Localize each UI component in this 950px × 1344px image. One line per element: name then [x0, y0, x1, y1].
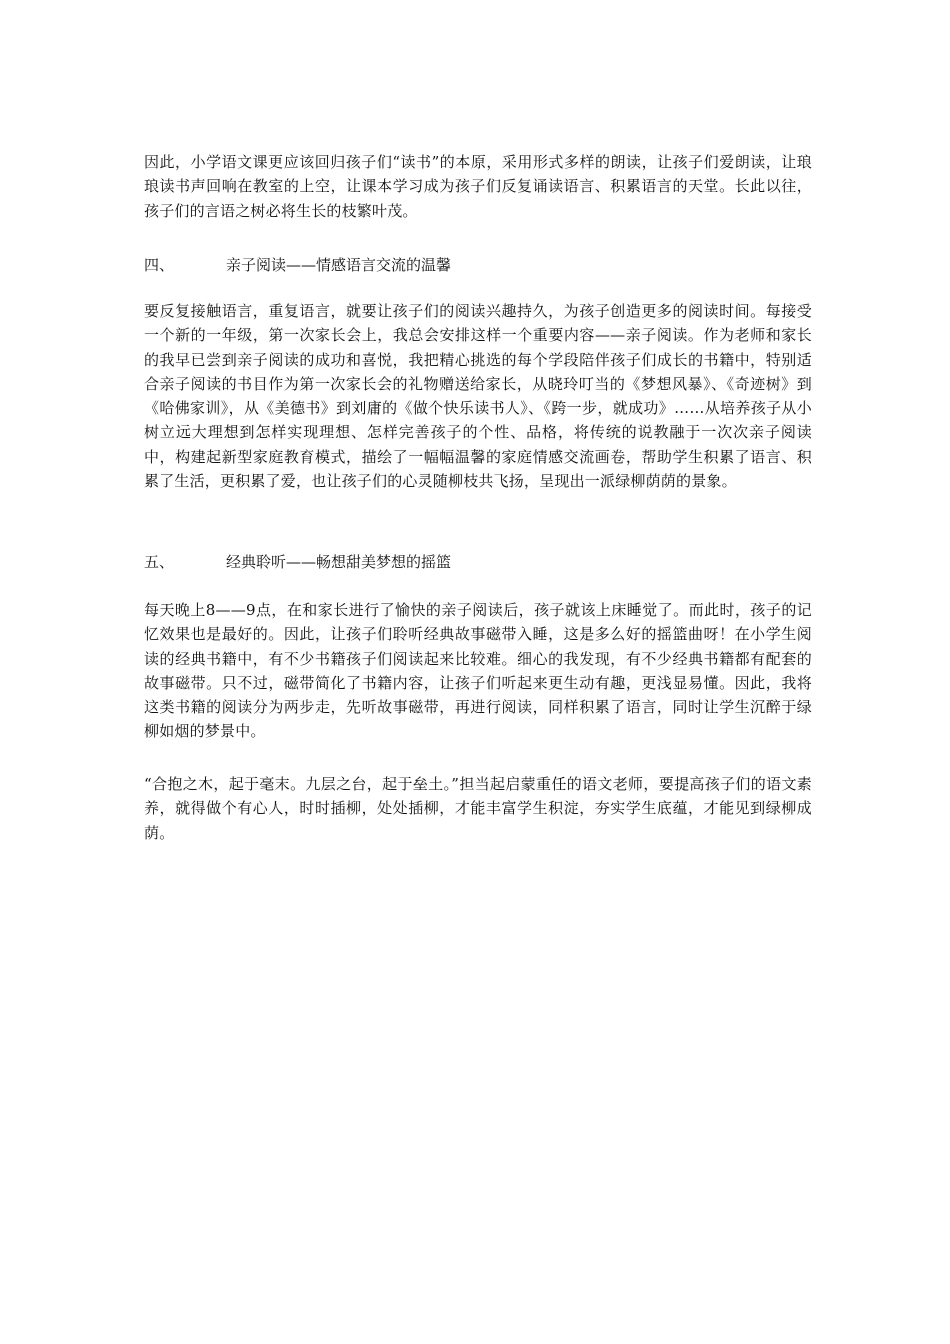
section-title-4: 亲子阅读——情感语言交流的温馨	[226, 256, 452, 274]
section-title-5: 经典聆听——畅想甜美梦想的摇篮	[226, 553, 452, 571]
paragraph-classic-listening: 每天晚上8——9点，在和家长进行了愉快的亲子阅读后，孩子就该上床睡觉了。而此时，孩子的记忆效果也是最好的。因此，让孩子们聆听经典故事磁带入睡，这是多么好的摇篮曲呀！在小学生阅读的经典书籍中，有不少书籍孩子们阅读起来比较难。细心的我发现，有不少经典书籍都有配套的故事磁带。只不过，磁带简化了书籍内容，让孩子们听起来更生动有趣，更浅显易懂。因此，我将这类书籍的阅读分为两步走，先听故事磁带，再进行阅读，同样积累了语言，同时让学生沉醉于绿柳如烟的梦景中。	[144, 601, 812, 741]
section-number-4: 四、	[144, 256, 175, 274]
section-heading-4	[144, 253, 451, 277]
paragraph-conclusion: “合抱之木，起于毫末。九层之台，起于垒土。”担当起启蒙重任的语文老师，要提高孩子们的语文素养，就得做个有心人，时时插柳，处处插柳，才能丰富学生积淀，夯实学生底蕴，才能见到绿柳成荫。	[144, 775, 812, 842]
paragraph-parent-child-reading: 要反复接触语言，重复语言，就要让孩子们的阅读兴趣持久，为孩子创造更多的阅读时间。每接受一个新的一年级，第一次家长会上，我总会安排这样一个重要内容——亲子阅读。作为老师和家长的我早已尝到亲子阅读的成功和喜悦，我把精心挑选的每个学段陪伴孩子们成长的书籍中，特别适合亲子阅读的书目作为第一次家长会的礼物赠送给家长，从晓玲叮当的《梦想风暴》、《奇迹树》到《哈佛家训》，从《美德书》到刘庸的《做个快乐读书人》、《跨一步，就成功》……从培养孩子从小树立远大理想到怎样实现理想、怎样完善孩子的个性、品格，将传统的说教融于一次次亲子阅读中，构建起新型家庭教育模式，描绘了一幅幅温馨的家庭情感交流画卷，帮助学生积累了语言、积累了生活，更积累了爱，也让孩子们的心灵随柳枝共飞扬，呈现出一派绿柳荫荫的景象。	[144, 302, 812, 491]
paragraph-reading-aloud: 因此，小学语文课更应该回归孩子们“读书”的本原，采用形式多样的朗读，让孩子们爱朗读，让琅琅读书声回响在教室的上空，让课本学习成为孩子们反复诵读语言、积累语言的天堂。长此以往，孩子们的言语之树必将生长的枝繁叶茂。	[144, 153, 812, 220]
section-number-5: 五、	[144, 553, 175, 571]
section-heading-5	[144, 550, 451, 574]
